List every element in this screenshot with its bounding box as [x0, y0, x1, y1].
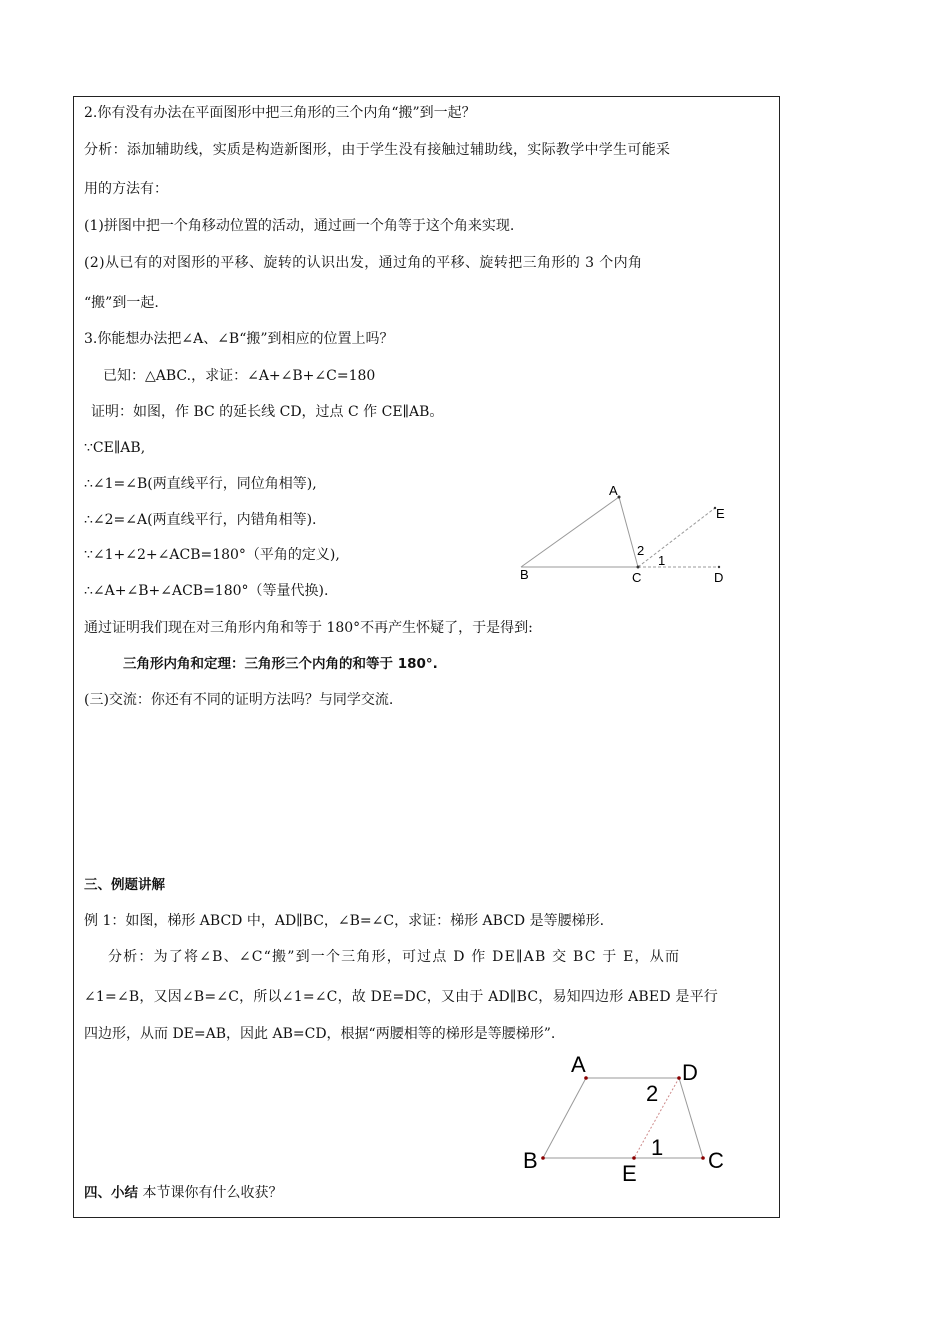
label-angle-1: 1: [651, 1135, 664, 1160]
label-d: D: [714, 570, 724, 585]
example-analysis-1: 分析：为了将∠B、∠C“搬”到一个三角形，可过点 D 作 DE∥AB 交 BC 于 E，从而: [108, 949, 681, 965]
analysis-line-2: 用的方法有：: [84, 181, 168, 197]
question-2: 2.你有没有办法在平面图形中把三角形的三个内角“搬”到一起？: [84, 105, 476, 121]
label-a: A: [609, 483, 618, 498]
side-ab: [543, 1078, 586, 1158]
example-1: 例 1：如图，梯形 ABCD 中，AD∥BC，∠B=∠C，求证：梯形 ABCD 是等腰梯形.: [84, 913, 605, 929]
label-c: C: [632, 570, 642, 585]
proof-intro: 证明：如图，作 BC 的延长线 CD，过点 C 作 CE∥AB。: [91, 404, 444, 420]
point-c: [637, 566, 640, 569]
analysis-line-1: 分析：添加辅助线，实质是构造新图形，由于学生没有接触过辅助线，实际教学中学生可能采: [84, 142, 671, 158]
section-4-heading: 四、小结: [84, 1185, 138, 1201]
label-angle-2: 2: [646, 1081, 659, 1106]
label-angle-1: 1: [658, 553, 666, 568]
proof-step-5: ∴∠A+∠B+∠ACB=180°（等量代换).: [84, 583, 329, 599]
section-4-prompt: 本节课你有什么收获？: [142, 1185, 283, 1201]
proof-step-2: ∴∠1=∠B(两直线平行，同位角相等),: [84, 476, 317, 492]
label-e: E: [716, 506, 725, 521]
section-3-heading: 三、例题讲解: [84, 877, 165, 893]
label-d: D: [682, 1060, 698, 1085]
proof-step-3: ∴∠2=∠A(两直线平行，内错角相等).: [84, 512, 317, 528]
trapezoid-figure: [515, 1045, 740, 1190]
section-4-line: [84, 1184, 282, 1202]
example-analysis-2: ∠1=∠B，又因∠B=∠C，所以∠1=∠C，故 DE=DC，又由于 AD∥BC，易知四边形 ABED 是平行: [84, 989, 719, 1005]
point-d: [677, 1076, 681, 1080]
proof-step-1: ∵CE∥AB,: [84, 440, 146, 456]
conclusion-line: 通过证明我们现在对三角形内角和等于 180°不再产生怀疑了，于是得到:: [84, 620, 533, 636]
label-c: C: [708, 1148, 724, 1173]
given-statement: 已知：△ABC.，求证：∠A+∠B+∠C=180: [103, 368, 376, 384]
segment-ba: [521, 497, 619, 567]
method-2-line-2: “搬”到一起.: [84, 295, 159, 311]
example-analysis-3: 四边形，从而 DE=AB，因此 AB=CD，根据“两腰相等的梯形是等腰梯形”.: [84, 1026, 556, 1042]
segment-ac: [619, 497, 638, 567]
point-b: [541, 1156, 545, 1160]
parallel-ce: [638, 508, 715, 567]
point-d: [718, 566, 720, 568]
point-e: [632, 1156, 636, 1160]
method-1: (1)拼图中把一个角移动位置的活动，通过画一个角等于这个角来实现.: [84, 218, 515, 234]
label-b: B: [520, 567, 529, 582]
theorem-statement: 三角形内角和定理：三角形三个内角的和等于 180°.: [123, 656, 438, 672]
label-a: A: [571, 1052, 586, 1077]
question-3: 3.你能想办法把∠A、∠B“搬”到相应的位置上吗？: [84, 331, 394, 347]
point-c: [701, 1156, 705, 1160]
label-e: E: [622, 1161, 637, 1186]
method-2-line-1: (2)从已有的对图形的平移、旋转的认识出发，通过角的平移、旋转把三角形的 3 个内角: [84, 255, 643, 271]
side-dc: [679, 1078, 703, 1158]
point-a: [618, 496, 621, 499]
label-angle-2: 2: [637, 543, 645, 558]
exchange-line: (三)交流：你还有不同的证明方法吗？与同学交流.: [84, 692, 394, 708]
label-b: B: [523, 1148, 538, 1173]
triangle-figure: [505, 475, 745, 590]
proof-step-4: ∵∠1+∠2+∠ACB=180°（平角的定义),: [84, 547, 340, 563]
